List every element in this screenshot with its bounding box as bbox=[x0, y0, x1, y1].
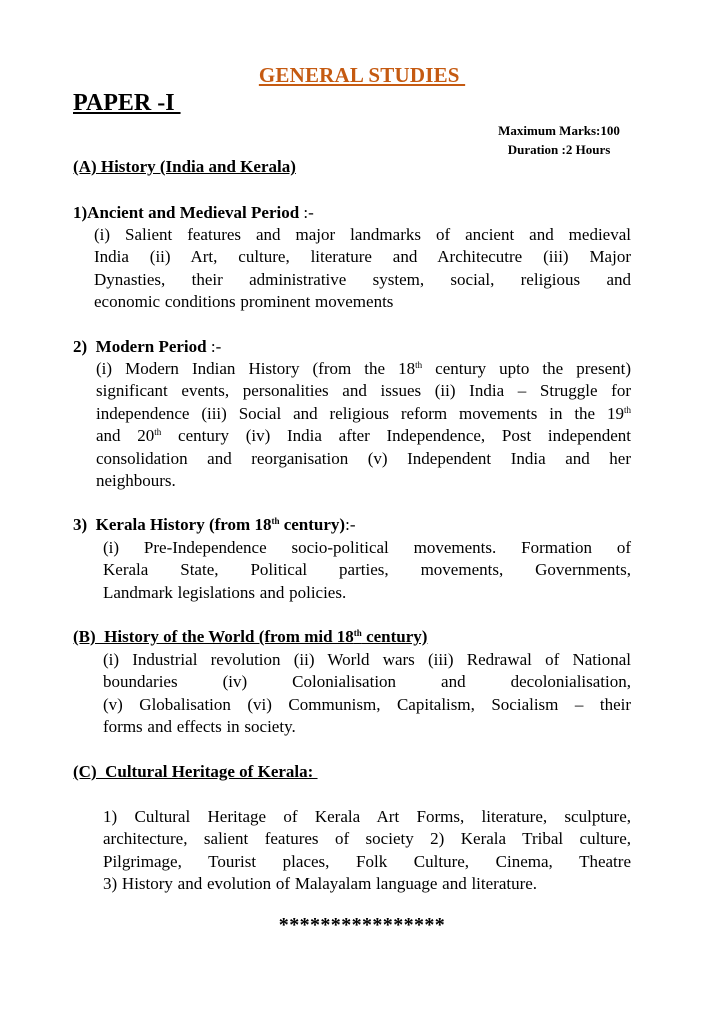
sub-heading-modern-title: 2) Modern Period bbox=[73, 337, 207, 356]
paragraph-line bbox=[96, 403, 631, 425]
paragraph-line: India (ii) Art, culture, literature and Architecutre (iii) Major bbox=[94, 247, 631, 267]
paper-label: PAPER -I bbox=[73, 90, 181, 116]
marks-block bbox=[486, 121, 632, 159]
paragraph-line: economic conditions prominent movements bbox=[94, 292, 394, 312]
section-a-heading: (A) History (India and Kerala) bbox=[73, 157, 296, 176]
paragraph-line: forms and effects in society. bbox=[103, 717, 296, 737]
modern-paragraph bbox=[96, 358, 631, 492]
text-run: 3) Kerala History (from 18 bbox=[73, 515, 272, 534]
superscript: th bbox=[353, 628, 362, 638]
paragraph-line: 3) History and evolution of Malayalam language and literature. bbox=[103, 874, 538, 894]
paragraph-line: consolidation and reorganisation (v) Independent India and her bbox=[96, 448, 631, 468]
paragraph-line: (i) Pre-Independence socio-political movements. Formation of bbox=[103, 538, 631, 557]
superscript: th bbox=[415, 360, 423, 370]
text-run: and 20 bbox=[96, 426, 155, 446]
text-run: century upto the present) bbox=[422, 359, 632, 378]
sub-heading-modern bbox=[73, 337, 221, 357]
world-paragraph bbox=[103, 649, 631, 739]
page-title: GENERAL STUDIES bbox=[258, 63, 466, 87]
paragraph-line: (i) Industrial revolution (ii) World wars (iii) Redrawal of National bbox=[103, 650, 631, 669]
paragraph-line bbox=[96, 358, 631, 380]
superscript: th bbox=[154, 427, 162, 438]
paragraph-line: (i) Salient features and major landmarks of ancient and medieval bbox=[94, 225, 631, 244]
superscript: th bbox=[271, 516, 280, 526]
text-run: (i) Modern Indian History (from the 18 bbox=[96, 359, 416, 378]
paragraph-line: boundaries (iv) Colonialisation and decolonialisation, bbox=[103, 672, 631, 692]
sub-heading-ancient bbox=[73, 203, 314, 223]
text-run: independence (iii) Social and religious reform movements in the 19 bbox=[96, 403, 624, 423]
text-run: century) bbox=[279, 515, 346, 534]
paragraph-line bbox=[96, 425, 631, 447]
sub-heading-kerala-suffix: :- bbox=[345, 515, 356, 534]
paragraph-line: Landmark legislations and policies. bbox=[103, 582, 347, 602]
sub-heading-kerala bbox=[73, 515, 355, 535]
sub-heading-kerala-title bbox=[73, 515, 345, 534]
paragraph-line: Kerala State, Political parties, movements, Governments, bbox=[103, 560, 631, 580]
paragraph-line: neighbours. bbox=[96, 470, 176, 490]
section-c-heading: (C) Cultural Heritage of Kerala: bbox=[73, 762, 318, 781]
sub-heading-modern-suffix: :- bbox=[206, 337, 222, 356]
paragraph-line: Pilgrimage, Tourist places, Folk Culture, Cinema, Theatre bbox=[103, 851, 631, 871]
duration: Duration :2 Hours bbox=[507, 142, 611, 157]
text-run: (B) History of the World (from mid 18 bbox=[73, 627, 354, 646]
paragraph-line: 1) Cultural Heritage of Kerala Art Forms, literature, sculpture, bbox=[103, 807, 631, 826]
kerala-paragraph bbox=[103, 537, 631, 604]
paragraph-line: significant events, personalities and issues (ii) India – Struggle for bbox=[96, 381, 631, 401]
text-run: century (iv) India after Independence, Post independent bbox=[161, 426, 631, 446]
section-b-heading bbox=[73, 627, 427, 647]
superscript: th bbox=[623, 404, 631, 415]
paragraph-line: architecture, salient features of society 2) Kerala Tribal culture, bbox=[103, 829, 631, 849]
sub-heading-ancient-suffix: :- bbox=[299, 203, 314, 222]
end-divider-stars: **************** bbox=[278, 914, 446, 936]
paragraph-line: (v) Globalisation (vi) Communism, Capitalism, Socialism – their bbox=[103, 694, 631, 714]
ancient-paragraph bbox=[94, 224, 631, 314]
maximum-marks: Maximum Marks:100 bbox=[498, 123, 620, 138]
sub-heading-ancient-title: 1)Ancient and Medieval Period bbox=[73, 203, 300, 222]
text-run: century) bbox=[361, 627, 428, 646]
paragraph-line: Dynasties, their administrative system, social, religious and bbox=[94, 269, 631, 289]
heritage-paragraph bbox=[103, 806, 631, 896]
